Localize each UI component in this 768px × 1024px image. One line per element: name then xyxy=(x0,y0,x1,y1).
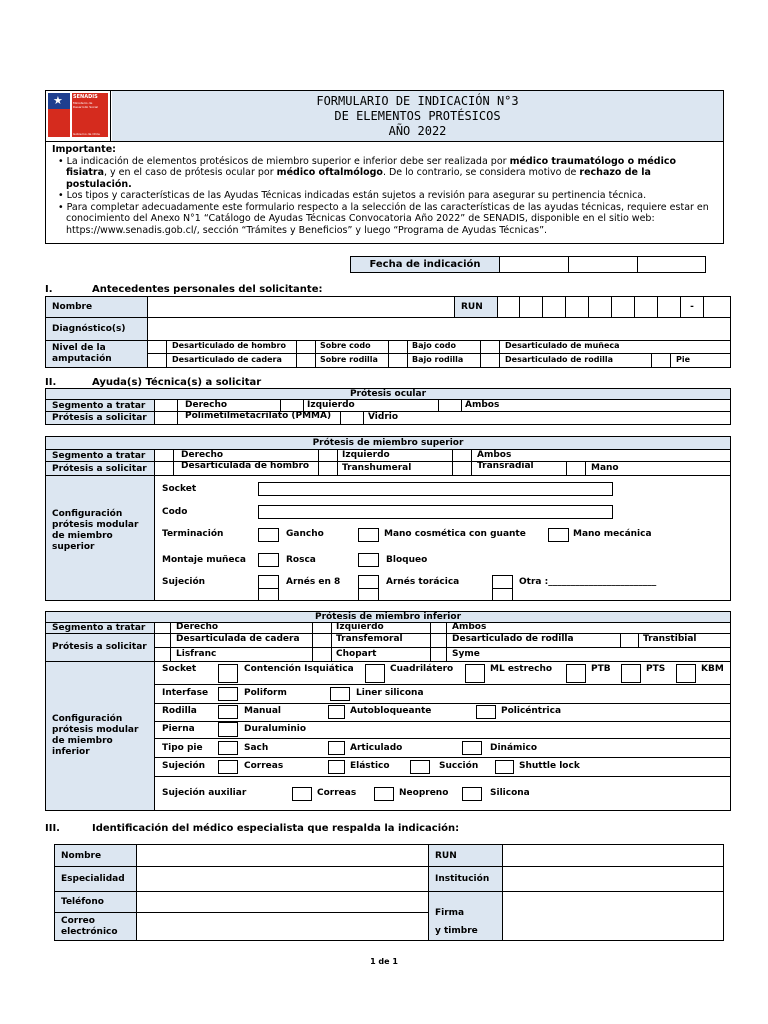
run-label: RUN xyxy=(454,296,498,318)
timbre-text: y timbre xyxy=(435,926,478,936)
label-desart-rodilla: Desarticulado de rodilla xyxy=(505,355,614,364)
star-icon: ★ xyxy=(53,94,63,107)
section-3-title: Identificación del médico especialista que respalda la indicación: xyxy=(92,823,460,834)
checkbox-desart-cadera[interactable] xyxy=(147,353,167,368)
superior-segmento-label: Segmento a tratar xyxy=(45,449,155,462)
superior-izquierdo: Izquierdo xyxy=(342,450,390,460)
label-pie: Pie xyxy=(676,355,691,364)
checkbox-bajo-codo[interactable] xyxy=(388,340,408,354)
label-cuadrilatero: Cuadrilátero xyxy=(390,664,454,674)
superior-config-label: Configuración prótesis modular de miembro superior xyxy=(45,475,155,601)
medico-institucion-field[interactable] xyxy=(502,866,724,892)
inferior-sujecion-label: Sujeción xyxy=(162,761,206,771)
label-desart-muneca: Desarticulado de muñeca xyxy=(505,341,620,350)
checkbox-policentrica[interactable] xyxy=(476,705,496,719)
medico-firma-field[interactable] xyxy=(502,891,724,941)
logo-blue-block xyxy=(48,93,70,109)
run-digit-6[interactable] xyxy=(611,296,635,318)
superior-montaje-label: Montaje muñeca xyxy=(162,555,246,565)
section-1-title: Antecedentes personales del solicitante: xyxy=(92,284,323,295)
superior-sujecion-label: Sujeción xyxy=(162,577,206,587)
label-sach: Sach xyxy=(244,743,269,753)
inferior-checkbox-transfemoral[interactable] xyxy=(312,633,332,648)
page-number: 1 de 1 xyxy=(370,957,398,966)
label-poliform: Poliform xyxy=(244,688,287,698)
medico-institucion-label: Institución xyxy=(428,866,503,892)
checkbox-gancho[interactable] xyxy=(258,528,279,542)
superior-codo-field[interactable] xyxy=(258,505,613,519)
section-2-title: Ayuda(s) Técnica(s) a solicitar xyxy=(92,377,262,388)
superior-transradial: Transradial xyxy=(477,461,534,471)
label-otra: Otra :________________________ xyxy=(519,577,657,587)
superior-mano: Mano xyxy=(591,463,619,473)
medico-run-label: RUN xyxy=(428,844,503,867)
firma-text: Firma xyxy=(435,908,465,918)
medico-nombre-field[interactable] xyxy=(136,844,429,867)
important-box xyxy=(45,141,724,244)
checkbox-pts[interactable] xyxy=(621,664,641,683)
inferior-checkbox-desart-cadera[interactable] xyxy=(154,633,171,648)
checkbox-shuttle-lock[interactable] xyxy=(495,760,514,774)
ocular-checkbox-vidrio[interactable] xyxy=(340,411,364,425)
inferior-checkbox-chopart[interactable] xyxy=(312,647,332,662)
inferior-derecho: Derecho xyxy=(176,622,219,632)
checkbox-bloqueo[interactable] xyxy=(358,553,379,567)
run-digit-5[interactable] xyxy=(588,296,612,318)
superior-codo-label: Codo xyxy=(162,507,188,517)
inferior-checkbox-transtibial[interactable] xyxy=(620,633,639,648)
ocular-ambos: Ambos xyxy=(465,400,500,410)
inferior-transtibial: Transtibial xyxy=(643,634,697,644)
label-arnes-toracica: Arnés torácica xyxy=(386,577,460,587)
checkbox-mano-mecanica[interactable] xyxy=(548,528,569,542)
label-desart-hombro: Desarticulado de hombro xyxy=(172,341,286,350)
superior-ambos: Ambos xyxy=(477,450,512,460)
fecha-day-field[interactable] xyxy=(499,256,569,273)
ocular-pmma: Polimetilmetacrilato (PMMA) xyxy=(185,411,332,421)
checkbox-articulado[interactable] xyxy=(328,741,345,755)
label-bajo-codo: Bajo codo xyxy=(412,341,456,350)
section-2-number: II. xyxy=(45,377,57,388)
superior-desart-hombro: Desarticulada de hombro xyxy=(181,461,310,471)
checkbox-cuadrilatero[interactable] xyxy=(365,664,385,683)
medico-firma-label xyxy=(428,891,503,941)
superior-checkbox-mano[interactable] xyxy=(566,461,586,476)
run-digit-8[interactable] xyxy=(657,296,681,318)
checkbox-desart-muneca[interactable] xyxy=(480,340,500,354)
inferior-title: Prótesis de miembro inferior xyxy=(45,611,731,623)
inferior-ambos: Ambos xyxy=(452,622,487,632)
inferior-tipo-pie-label: Tipo pie xyxy=(162,743,203,753)
ocular-checkbox-pmma[interactable] xyxy=(154,411,178,425)
superior-checkbox-transhumeral[interactable] xyxy=(318,461,338,476)
important-bullet-3: • Para completar adecuadamente este formulario respecto a la selección de las características de las ayudas técnicas, requiere estar en conocimiento del Anexo N°1 “Catálogo de Ayudas Técnicas Convocatoria Año 2022” de SENADIS, disponible en el sitio web: https://www.senadis.gob.cl/, sección “Trámites y Beneficios” y luego “Programa de Ayudas Técnicas”. xyxy=(58,201,709,236)
medico-nombre-label: Nombre xyxy=(54,844,137,867)
label-bajo-rodilla: Bajo rodilla xyxy=(412,355,464,364)
checkbox-ml-estrecho[interactable] xyxy=(465,664,485,683)
label-policentrica: Policéntrica xyxy=(501,706,562,716)
logo-text-block xyxy=(72,93,108,137)
superior-terminacion-label: Terminación xyxy=(162,529,224,539)
nombre-label: Nombre xyxy=(45,296,148,318)
checkbox-succion[interactable] xyxy=(410,760,430,774)
checkbox-desart-hombro[interactable] xyxy=(147,340,167,354)
label-arnes-8: Arnés en 8 xyxy=(286,577,341,587)
checkbox-poliform[interactable] xyxy=(218,687,238,701)
medico-telefono-field[interactable] xyxy=(136,891,429,913)
run-digit-4[interactable] xyxy=(565,296,589,318)
checkbox-duraluminio[interactable] xyxy=(218,722,238,737)
checkbox-sobre-rodilla[interactable] xyxy=(296,353,316,368)
run-digit-3[interactable] xyxy=(542,296,566,318)
inferior-lisfranc: Lisfranc xyxy=(176,649,217,659)
ocular-derecho: Derecho xyxy=(185,400,228,410)
ocular-segmento-label: Segmento a tratar xyxy=(45,399,155,412)
label-manual: Manual xyxy=(244,706,282,716)
checkbox-autobloqueante[interactable] xyxy=(328,705,345,719)
label-aux-correas: Correas xyxy=(317,788,357,798)
checkbox-manual[interactable] xyxy=(218,705,238,719)
checkbox-correas[interactable] xyxy=(218,760,238,774)
checkbox-desart-rodilla[interactable] xyxy=(480,353,500,368)
senadis-logo xyxy=(46,91,111,141)
important-bullet-2: • Los tipos y características de las Ayudas Técnicas indicadas están sujetos a revisión para asegurar su pertinencia técnica. xyxy=(58,190,647,201)
section-1-number: I. xyxy=(45,284,53,295)
label-mano-cosmetica: Mano cosmética con guante xyxy=(384,529,526,539)
run-dash: - xyxy=(680,296,704,318)
ocular-izquierdo: Izquierdo xyxy=(307,400,355,410)
label-mano-mecanica: Mano mecánica xyxy=(573,529,652,539)
superior-protesis-label: Prótesis a solicitar xyxy=(45,461,155,476)
section-3-number: III. xyxy=(45,823,60,834)
superior-socket-field[interactable] xyxy=(258,482,613,496)
superior-transhumeral: Transhumeral xyxy=(342,463,412,473)
important-bullet-1: • La indicación de elementos protésicos de miembro superior e inferior debe ser realizada por médico traumatólogo o médico fisiatra, y en el caso de prótesis ocular por médico oftalmólogo. De lo contrario, se considera motivo de rechazo de la postulación. xyxy=(58,155,677,190)
inferior-chopart: Chopart xyxy=(336,649,377,659)
nivel-label: Nivel de la amputación xyxy=(45,340,148,368)
medico-telefono-label: Teléfono xyxy=(54,891,137,913)
superior-title: Prótesis de miembro superior xyxy=(45,436,731,450)
label-elastico: Elástico xyxy=(350,761,390,771)
ocular-vidrio: Vidrio xyxy=(368,412,399,422)
superior-checkbox-desart-hombro[interactable] xyxy=(154,461,174,476)
inferior-desart-cadera: Desarticulada de cadera xyxy=(176,634,300,644)
label-dinamico: Dinámico xyxy=(490,743,538,753)
label-ml-estrecho: ML estrecho xyxy=(490,664,553,674)
medico-correo-field[interactable] xyxy=(136,912,429,941)
inferior-interfase-label: Interfase xyxy=(162,688,209,698)
fecha-month-field[interactable] xyxy=(568,256,638,273)
title-block xyxy=(112,91,723,141)
inferior-socket-label: Socket xyxy=(162,664,197,674)
inferior-izquierdo: Izquierdo xyxy=(336,622,384,632)
important-heading: Importante: xyxy=(52,144,116,155)
checkbox-ptb[interactable] xyxy=(566,664,586,683)
checkbox-rosca[interactable] xyxy=(258,553,279,567)
label-succion: Succión xyxy=(439,761,479,771)
label-duraluminio: Duraluminio xyxy=(244,724,307,734)
diagnostico-label: Diagnóstico(s) xyxy=(45,317,148,341)
label-aux-silicona: Silicona xyxy=(490,788,530,798)
label-pts: PTS xyxy=(646,664,666,674)
ocular-protesis-label: Prótesis a solicitar xyxy=(45,411,155,425)
checkbox-aux-correas[interactable] xyxy=(292,787,312,801)
inferior-syme: Syme xyxy=(452,649,480,659)
checkbox-liner-silicona[interactable] xyxy=(330,687,350,701)
inferior-segmento-label: Segmento a tratar xyxy=(45,622,155,634)
checkbox-bajo-rodilla[interactable] xyxy=(388,353,408,368)
diagnostico-field[interactable] xyxy=(147,317,731,341)
run-verifier[interactable] xyxy=(703,296,731,318)
label-contencion: Contención Isquiática xyxy=(244,664,354,674)
checkbox-sobre-codo[interactable] xyxy=(296,340,316,354)
inferior-protesis-label: Prótesis a solicitar xyxy=(45,633,155,662)
label-correas: Correas xyxy=(244,761,284,771)
inferior-checkbox-lisfranc[interactable] xyxy=(154,647,171,662)
inferior-rodilla-label: Rodilla xyxy=(162,706,197,716)
checkbox-elastico[interactable] xyxy=(328,760,345,774)
fecha-year-field[interactable] xyxy=(637,256,706,273)
label-desart-cadera: Desarticulado de cadera xyxy=(172,355,282,364)
checkbox-sach[interactable] xyxy=(218,741,238,755)
checkbox-aux-silicona[interactable] xyxy=(462,787,482,801)
superior-checkbox-transradial[interactable] xyxy=(452,461,472,476)
checkbox-aux-neopreno[interactable] xyxy=(374,787,394,801)
label-kbm: KBM xyxy=(701,664,724,674)
label-liner-silicona: Liner silicona xyxy=(356,688,424,698)
run-digit-7[interactable] xyxy=(634,296,658,318)
label-articulado: Articulado xyxy=(350,743,403,753)
logo-red-block xyxy=(48,109,70,137)
nombre-field[interactable] xyxy=(147,296,455,318)
label-sobre-rodilla: Sobre rodilla xyxy=(320,355,378,364)
logo-sub: Ministerio de Desarrollo Social xyxy=(73,101,99,109)
checkbox-kbm[interactable] xyxy=(676,664,696,683)
run-digit-2[interactable] xyxy=(519,296,543,318)
label-sobre-codo: Sobre codo xyxy=(320,341,371,350)
inferior-config-label: Configuración prótesis modular de miembro inferior xyxy=(45,661,155,811)
logo-foot: Gobierno de Chile xyxy=(73,132,100,136)
inferior-checkbox-desart-rodilla[interactable] xyxy=(430,633,447,648)
medico-run-field[interactable] xyxy=(502,844,724,867)
label-ptb: PTB xyxy=(591,664,611,674)
inferior-sujecion-aux-label: Sujeción auxiliar xyxy=(162,788,247,798)
medico-correo-label: Correo electrónico xyxy=(54,912,137,941)
logo-name: SENADIS xyxy=(73,94,98,100)
label-autobloqueante: Autobloqueante xyxy=(350,706,432,716)
fecha-label: Fecha de indicación xyxy=(350,256,500,273)
superior-socket-label: Socket xyxy=(162,484,197,494)
inferior-pierna-label: Pierna xyxy=(162,724,195,734)
inferior-transfemoral: Transfemoral xyxy=(336,634,403,644)
checkbox-mano-cosmetica[interactable] xyxy=(358,528,379,542)
inferior-desart-rodilla: Desarticulado de rodilla xyxy=(452,634,574,644)
checkbox-pie[interactable] xyxy=(651,353,671,368)
ocular-title: Prótesis ocular xyxy=(45,388,731,400)
superior-derecho: Derecho xyxy=(181,450,224,460)
checkbox-contencion[interactable] xyxy=(218,664,238,683)
medico-especialidad-label: Especialidad xyxy=(54,866,137,892)
label-rosca: Rosca xyxy=(286,555,316,565)
medico-especialidad-field[interactable] xyxy=(136,866,429,892)
title-line-2: DE ELEMENTOS PROTÉSICOS xyxy=(334,109,501,123)
title-line-1: FORMULARIO DE INDICACIÓN N°3 xyxy=(316,94,519,108)
label-shuttle-lock: Shuttle lock xyxy=(519,761,580,771)
title-line-3: AÑO 2022 xyxy=(388,124,447,138)
checkbox-dinamico[interactable] xyxy=(462,741,482,755)
label-gancho: Gancho xyxy=(286,529,324,539)
inferior-checkbox-syme[interactable] xyxy=(430,647,447,662)
label-bloqueo: Bloqueo xyxy=(386,555,428,565)
run-digit-1[interactable] xyxy=(497,296,520,318)
label-aux-neopreno: Neopreno xyxy=(399,788,449,798)
